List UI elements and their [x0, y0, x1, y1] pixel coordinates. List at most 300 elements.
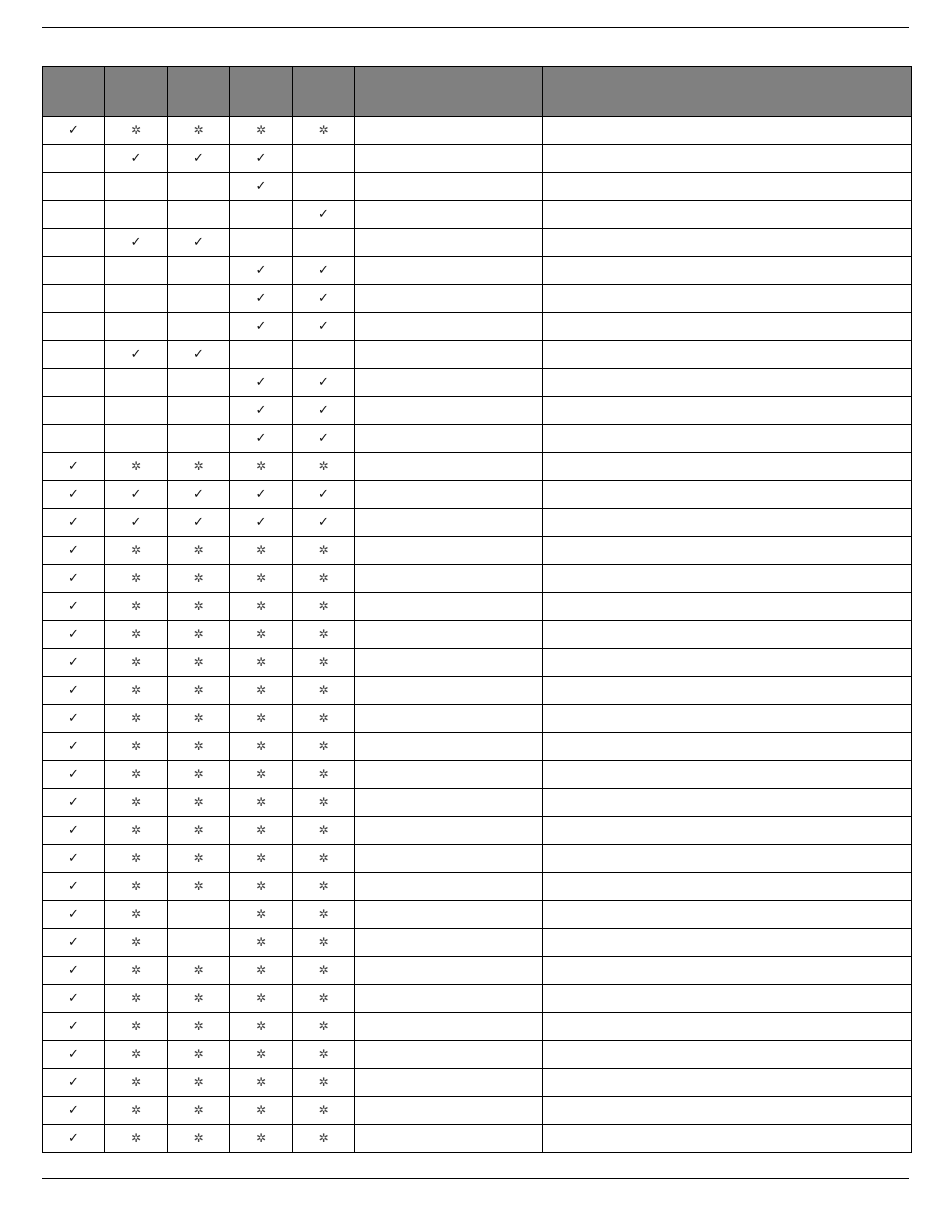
table-cell [543, 509, 912, 537]
table-row [43, 929, 912, 957]
asterisk-icon: ✲ [193, 963, 204, 977]
table-cell [230, 397, 293, 425]
checkmark-icon: ✓ [68, 543, 79, 558]
table-cell [168, 145, 230, 173]
table-cell [355, 789, 543, 817]
header-cell [543, 67, 912, 117]
asterisk-icon: ✲ [130, 823, 142, 837]
asterisk-icon: ✲ [255, 459, 267, 473]
checkmark-icon: ✓ [68, 487, 79, 502]
table-cell [43, 201, 105, 229]
table-cell [105, 537, 168, 565]
table-cell [355, 509, 543, 537]
table-cell [43, 873, 105, 901]
table-cell [43, 789, 105, 817]
asterisk-icon: ✲ [318, 767, 329, 781]
asterisk-icon: ✲ [130, 627, 142, 641]
table-cell [293, 705, 355, 733]
header-row [43, 67, 912, 117]
table-cell [168, 453, 230, 481]
checkmark-icon: ✓ [255, 487, 267, 502]
table-cell [355, 425, 543, 453]
table-cell [543, 425, 912, 453]
asterisk-icon: ✲ [255, 991, 267, 1005]
asterisk-icon: ✲ [193, 851, 204, 865]
checkmark-icon: ✓ [255, 263, 267, 278]
table-cell [355, 957, 543, 985]
checkmark-icon: ✓ [255, 179, 267, 194]
asterisk-icon: ✲ [318, 571, 329, 585]
table-cell [230, 789, 293, 817]
asterisk-icon: ✲ [130, 935, 142, 949]
table-cell [105, 789, 168, 817]
asterisk-icon: ✲ [255, 627, 267, 641]
table-cell [543, 481, 912, 509]
checkmark-icon: ✓ [318, 263, 329, 278]
table-cell [43, 537, 105, 565]
asterisk-icon: ✲ [255, 823, 267, 837]
table-cell [105, 453, 168, 481]
table-cell [168, 705, 230, 733]
table-cell [230, 145, 293, 173]
checkmark-icon: ✓ [130, 347, 142, 362]
table-cell [168, 1097, 230, 1125]
table-cell [43, 929, 105, 957]
table-cell [543, 453, 912, 481]
table-cell [293, 901, 355, 929]
asterisk-icon: ✲ [255, 1075, 267, 1089]
table-row [43, 285, 912, 313]
checkmark-icon: ✓ [68, 851, 79, 866]
checkmark-icon: ✓ [318, 207, 329, 222]
table-cell [293, 201, 355, 229]
table-cell [230, 453, 293, 481]
asterisk-icon: ✲ [193, 991, 204, 1005]
asterisk-icon: ✲ [318, 1047, 329, 1061]
table-cell [43, 257, 105, 285]
table-cell [355, 1041, 543, 1069]
asterisk-icon: ✲ [255, 1019, 267, 1033]
asterisk-icon: ✲ [130, 655, 142, 669]
table-cell [355, 901, 543, 929]
table-cell [168, 201, 230, 229]
table-cell [43, 341, 105, 369]
table-cell [43, 173, 105, 201]
asterisk-icon: ✲ [318, 1131, 329, 1145]
table-cell [168, 957, 230, 985]
table-cell [105, 285, 168, 313]
asterisk-icon: ✲ [130, 711, 142, 725]
table-cell [43, 621, 105, 649]
checkmark-icon: ✓ [68, 991, 79, 1006]
table-cell [230, 901, 293, 929]
asterisk-icon: ✲ [193, 1047, 204, 1061]
table-cell [355, 341, 543, 369]
table-cell [293, 425, 355, 453]
table-cell [293, 285, 355, 313]
asterisk-icon: ✲ [130, 795, 142, 809]
table-cell [168, 1013, 230, 1041]
table-row [43, 481, 912, 509]
bottom-rule [42, 1178, 909, 1179]
asterisk-icon: ✲ [318, 655, 329, 669]
table-cell [293, 621, 355, 649]
table-cell [230, 593, 293, 621]
table-cell [168, 929, 230, 957]
table-cell [293, 257, 355, 285]
table-cell [105, 257, 168, 285]
table-cell [355, 1125, 543, 1153]
table-cell [230, 873, 293, 901]
table-cell [543, 593, 912, 621]
table-row [43, 313, 912, 341]
table-cell [293, 537, 355, 565]
asterisk-icon: ✲ [318, 851, 329, 865]
table-cell [230, 369, 293, 397]
header-cell [230, 67, 293, 117]
table-cell [293, 1125, 355, 1153]
asterisk-icon: ✲ [318, 627, 329, 641]
table-cell [230, 705, 293, 733]
table-row [43, 621, 912, 649]
table-cell [105, 369, 168, 397]
table-cell [355, 1013, 543, 1041]
checkmark-icon: ✓ [318, 431, 329, 446]
checkmark-icon: ✓ [68, 1103, 79, 1118]
table-cell [43, 733, 105, 761]
table-cell [105, 901, 168, 929]
table-cell [43, 145, 105, 173]
table-cell [355, 117, 543, 145]
table-cell [230, 285, 293, 313]
table-cell [105, 565, 168, 593]
table-cell [293, 733, 355, 761]
table-cell [43, 677, 105, 705]
table-cell [43, 313, 105, 341]
table-cell [293, 649, 355, 677]
table-cell [543, 789, 912, 817]
asterisk-icon: ✲ [130, 1131, 142, 1145]
table-cell [355, 845, 543, 873]
table-cell [293, 873, 355, 901]
checkmark-icon: ✓ [68, 459, 79, 474]
table-cell [168, 509, 230, 537]
asterisk-icon: ✲ [193, 1075, 204, 1089]
table-cell [168, 1125, 230, 1153]
table-cell [43, 1097, 105, 1125]
table-cell [105, 117, 168, 145]
table-cell [355, 677, 543, 705]
table-cell [105, 509, 168, 537]
table-cell [293, 341, 355, 369]
asterisk-icon: ✲ [193, 683, 204, 697]
checkmark-icon: ✓ [255, 291, 267, 306]
table-cell [543, 1125, 912, 1153]
table-cell [168, 397, 230, 425]
table-row [43, 873, 912, 901]
table-cell [105, 593, 168, 621]
table-cell [543, 1069, 912, 1097]
table-cell [105, 677, 168, 705]
table-cell [543, 649, 912, 677]
table-cell [105, 873, 168, 901]
checkmark-icon: ✓ [255, 319, 267, 334]
asterisk-icon: ✲ [255, 683, 267, 697]
checkmark-icon: ✓ [68, 739, 79, 754]
table-cell [355, 257, 543, 285]
checkmark-icon: ✓ [68, 767, 79, 782]
table-cell [230, 565, 293, 593]
table-cell [543, 677, 912, 705]
checkmark-icon: ✓ [68, 683, 79, 698]
table-cell [105, 817, 168, 845]
asterisk-icon: ✲ [193, 123, 204, 137]
table-cell [355, 565, 543, 593]
checkmark-icon: ✓ [318, 375, 329, 390]
table-cell [105, 705, 168, 733]
checkmark-icon: ✓ [255, 431, 267, 446]
table-cell [355, 397, 543, 425]
asterisk-icon: ✲ [318, 599, 329, 613]
asterisk-icon: ✲ [130, 767, 142, 781]
table-cell [230, 761, 293, 789]
asterisk-icon: ✲ [318, 123, 329, 137]
table-cell [230, 425, 293, 453]
asterisk-icon: ✲ [255, 907, 267, 921]
table-cell [168, 1069, 230, 1097]
asterisk-icon: ✲ [255, 123, 267, 137]
table-cell [105, 733, 168, 761]
table-cell [543, 341, 912, 369]
table-cell [355, 201, 543, 229]
table-cell [293, 565, 355, 593]
asterisk-icon: ✲ [193, 1019, 204, 1033]
asterisk-icon: ✲ [255, 655, 267, 669]
checkmark-icon: ✓ [68, 599, 79, 614]
table-cell [355, 621, 543, 649]
table-row [43, 117, 912, 145]
table-cell [355, 285, 543, 313]
checkmark-icon: ✓ [255, 515, 267, 530]
table-cell [168, 901, 230, 929]
asterisk-icon: ✲ [318, 963, 329, 977]
table-cell [105, 1125, 168, 1153]
checkmark-icon: ✓ [68, 711, 79, 726]
table-cell [230, 929, 293, 957]
table-cell [543, 397, 912, 425]
asterisk-icon: ✲ [318, 1019, 329, 1033]
table-cell [43, 845, 105, 873]
asterisk-icon: ✲ [318, 935, 329, 949]
checkmark-icon: ✓ [255, 151, 267, 166]
table-cell [230, 481, 293, 509]
table-row [43, 1013, 912, 1041]
table-cell [293, 1041, 355, 1069]
table-row [43, 425, 912, 453]
table-cell [293, 369, 355, 397]
table-cell [105, 201, 168, 229]
asterisk-icon: ✲ [193, 823, 204, 837]
table-cell [43, 1069, 105, 1097]
table-cell [293, 117, 355, 145]
table-row [43, 901, 912, 929]
asterisk-icon: ✲ [255, 739, 267, 753]
checkmark-icon: ✓ [68, 655, 79, 670]
table-row [43, 565, 912, 593]
table-cell [105, 929, 168, 957]
table-cell [168, 733, 230, 761]
asterisk-icon: ✲ [130, 543, 142, 557]
table-cell [543, 1013, 912, 1041]
table-cell [168, 537, 230, 565]
asterisk-icon: ✲ [193, 767, 204, 781]
checkmark-icon: ✓ [318, 291, 329, 306]
table-row [43, 341, 912, 369]
asterisk-icon: ✲ [193, 879, 204, 893]
table-cell [355, 481, 543, 509]
table-cell [355, 537, 543, 565]
table-cell [168, 117, 230, 145]
asterisk-icon: ✲ [193, 543, 204, 557]
asterisk-icon: ✲ [193, 795, 204, 809]
table-row [43, 789, 912, 817]
table-cell [168, 845, 230, 873]
table-cell [293, 1013, 355, 1041]
table-cell [105, 985, 168, 1013]
table-cell [43, 285, 105, 313]
table-cell [43, 901, 105, 929]
table-cell [43, 705, 105, 733]
table-cell [105, 341, 168, 369]
checkmark-icon: ✓ [193, 487, 204, 502]
asterisk-icon: ✲ [255, 711, 267, 725]
table-cell [293, 929, 355, 957]
table-cell [230, 257, 293, 285]
checkmark-icon: ✓ [68, 795, 79, 810]
asterisk-icon: ✲ [318, 823, 329, 837]
table-cell [355, 761, 543, 789]
table-row [43, 201, 912, 229]
checkmark-icon: ✓ [130, 515, 142, 530]
table-row [43, 957, 912, 985]
table-cell [543, 145, 912, 173]
table-row [43, 173, 912, 201]
table-cell [293, 481, 355, 509]
asterisk-icon: ✲ [130, 991, 142, 1005]
table-cell [105, 425, 168, 453]
table-cell [543, 1041, 912, 1069]
table-cell [105, 145, 168, 173]
asterisk-icon: ✲ [318, 795, 329, 809]
checkmark-icon: ✓ [130, 235, 142, 250]
table-cell [293, 145, 355, 173]
asterisk-icon: ✲ [318, 543, 329, 557]
table-cell [43, 369, 105, 397]
table-cell [168, 565, 230, 593]
table-cell [43, 1013, 105, 1041]
table-cell [543, 1097, 912, 1125]
table-cell [168, 873, 230, 901]
table-cell [230, 1041, 293, 1069]
table-cell [543, 705, 912, 733]
asterisk-icon: ✲ [255, 1047, 267, 1061]
table-cell [105, 1041, 168, 1069]
table-cell [105, 621, 168, 649]
feature-matrix-table [42, 66, 912, 1153]
table-row [43, 257, 912, 285]
table-cell [230, 117, 293, 145]
table-row [43, 593, 912, 621]
checkmark-icon: ✓ [193, 515, 204, 530]
table-cell [230, 733, 293, 761]
table-cell [168, 621, 230, 649]
table-cell [355, 873, 543, 901]
asterisk-icon: ✲ [130, 1075, 142, 1089]
table-cell [168, 341, 230, 369]
checkmark-icon: ✓ [318, 487, 329, 502]
table-cell [543, 285, 912, 313]
table-cell [230, 1097, 293, 1125]
table-cell [230, 509, 293, 537]
table-cell [355, 733, 543, 761]
table-cell [293, 229, 355, 257]
asterisk-icon: ✲ [193, 739, 204, 753]
table-cell [230, 341, 293, 369]
table-cell [355, 1069, 543, 1097]
table-cell [105, 397, 168, 425]
checkmark-icon: ✓ [255, 403, 267, 418]
table-cell [43, 593, 105, 621]
asterisk-icon: ✲ [255, 851, 267, 865]
asterisk-icon: ✲ [255, 963, 267, 977]
asterisk-icon: ✲ [130, 123, 142, 137]
table-cell [293, 845, 355, 873]
table-cell [43, 957, 105, 985]
table-cell [230, 1013, 293, 1041]
table-cell [543, 565, 912, 593]
table-cell [105, 1069, 168, 1097]
table-cell [293, 593, 355, 621]
table-cell [43, 229, 105, 257]
checkmark-icon: ✓ [68, 627, 79, 642]
asterisk-icon: ✲ [318, 683, 329, 697]
table-cell [293, 453, 355, 481]
table-cell [105, 761, 168, 789]
header-cell [293, 67, 355, 117]
table-cell [168, 985, 230, 1013]
table-cell [43, 509, 105, 537]
checkmark-icon: ✓ [318, 319, 329, 334]
table-cell [43, 1125, 105, 1153]
table-cell [230, 1069, 293, 1097]
table-row [43, 677, 912, 705]
table-cell [230, 845, 293, 873]
table-cell [543, 257, 912, 285]
asterisk-icon: ✲ [130, 879, 142, 893]
table-cell [293, 677, 355, 705]
table-cell [230, 201, 293, 229]
asterisk-icon: ✲ [318, 907, 329, 921]
table-cell [43, 117, 105, 145]
checkmark-icon: ✓ [68, 123, 79, 138]
table-row [43, 1125, 912, 1153]
table-cell [168, 789, 230, 817]
table-cell [168, 761, 230, 789]
table-cell [543, 985, 912, 1013]
table-cell [230, 817, 293, 845]
asterisk-icon: ✲ [130, 599, 142, 613]
table-cell [43, 481, 105, 509]
